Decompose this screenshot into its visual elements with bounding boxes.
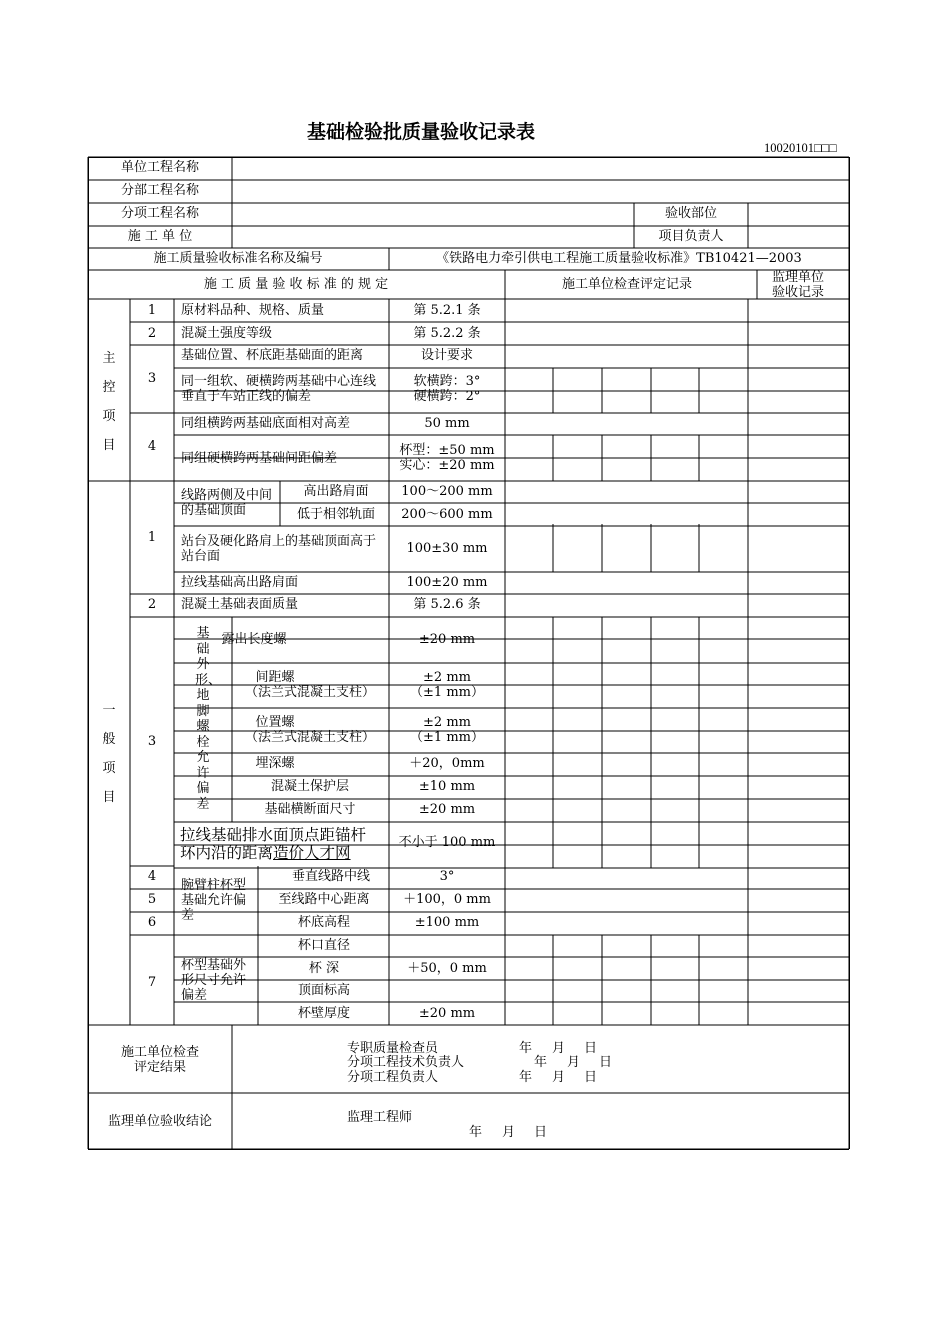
construction-check-label-line1: 施工单位检查 [120,1045,200,1060]
main-item-4-no: 4 [147,439,157,454]
general-item-3-spacing-sub: （法兰式混凝土支柱） [244,685,376,700]
general-item-3-drain-text: 环内沿的距离 [180,844,274,862]
general-item-3-drain-line1: 拉线基础排水面顶点距锚杆 [180,826,367,844]
construction-unit-label: 施 工 单 位 [127,229,193,244]
general-item-1-guy-std: 100±20 mm [406,575,488,590]
tech-date-month: 月 [567,1055,581,1070]
supervision-date-day: 日 [534,1125,548,1140]
general-item-3-spacing-std: ±2 mm [423,670,471,685]
general-item-3-no: 3 [147,734,157,749]
general-item-7-group: 杯型基础外形尺寸允许偏差 [181,958,247,1003]
supervision-header-line2: 验收记录 [771,285,825,300]
main-item-3b-standard-soft: 软横跨：3° [413,374,481,389]
division-project-name-label: 分部工程名称 [120,183,200,198]
main-item-2-text: 混凝土强度等级 [181,326,273,341]
supervision-date-month: 月 [502,1125,516,1140]
main-item-2-standard: 第 5.2.2 条 [413,326,481,341]
general-item-6-text: 杯底高程 [297,915,351,930]
main-item-3b-text: 同一组软、硬横跨两基础中心连线垂直于车站正线的偏差 [181,374,377,404]
subitem-leader-label: 分项工程负责人 [347,1070,439,1085]
main-item-4-text: 同组横跨两基础底面相对高差 [181,416,351,431]
supervision-engineer-label: 监理工程师 [347,1110,413,1125]
general-item-1-no: 1 [147,530,157,545]
general-item-4-std: 3° [439,869,455,884]
tech-date-year: 年 [534,1055,548,1070]
general-item-5-no: 5 [147,892,157,907]
general-item-7-wall: 杯壁厚度 [297,1006,351,1021]
general-item-6-std: ±100 mm [414,915,480,930]
general-item-3-embed-std: ＋20，0mm [409,756,485,771]
leader-date-day: 日 [584,1070,598,1085]
leader-date-year: 年 [519,1070,533,1085]
general-item-7-shared-std: ＋50，0 mm [407,961,487,976]
standard-name-value: 《铁路电力牵引供电工程施工质量验收标准》TB10421—2003 [436,251,802,266]
standard-name-label: 施工质量验收标准名称及编号 [153,251,323,266]
general-items-label: 一般项目 [102,703,116,805]
supervision-header-line1: 监理单位 [771,270,825,285]
main-item-3-no: 3 [147,371,157,386]
general-item-7-depth: 杯 深 [308,961,340,976]
general-item-3-cover-std: ±10 mm [418,779,476,794]
general-item-2-text: 混凝土基础表面质量 [181,597,299,612]
main-item-4b-standard-solid: 实心：±20 mm [399,458,495,473]
tech-date-day: 日 [599,1055,613,1070]
general-item-1-guy: 拉线基础高出路肩面 [181,575,299,590]
main-item-3-standard: 设计要求 [420,348,474,363]
qc-date-year: 年 [519,1041,533,1056]
general-item-5-std: ＋100，0 mm [403,892,491,907]
general-item-1-std-a: 100～200 mm [401,484,493,499]
main-item-1-no: 1 [147,303,157,318]
general-item-3-position-std2: （±1 mm） [410,730,484,745]
main-item-4b-standard-cup: 杯型：±50 mm [399,443,495,458]
general-item-3-spacing: 间距螺 [255,670,295,685]
general-item-3-section-std: ±20 mm [418,802,476,817]
main-item-4b-text: 同组硬横跨两基础间距偏差 [181,451,338,466]
page-title: 基础检验批质量验收记录表 [306,121,535,143]
inspection-record-header: 施工单位检查评定记录 [561,277,693,292]
general-item-3-embed: 埋深螺 [255,756,295,771]
general-item-1-sub-a: 高出路肩面 [303,484,369,499]
main-item-3-text: 基础位置、杯底距基础面的距离 [181,348,364,363]
tech-leader-label: 分项工程技术负责人 [347,1055,465,1070]
acceptance-part-label: 验收部位 [664,206,718,221]
general-item-3-drain-std: 不小于 100 mm [398,835,496,850]
general-item-7-top: 顶面标高 [297,983,351,998]
qc-inspector-label: 专职质量检查员 [347,1041,439,1056]
main-item-2-no: 2 [147,326,157,341]
general-item-3-drain-line2 [180,844,351,862]
general-item-3-position: 位置螺 [255,715,295,730]
qc-date-day: 日 [584,1041,598,1056]
document-code: 10020101□□□ [764,141,837,155]
general-item-5-text: 至线路中心距离 [278,892,370,907]
general-item-3-section: 基础横断面尺寸 [264,802,356,817]
supervision-date-year: 年 [469,1125,483,1140]
main-item-4-standard: 50 mm [424,416,470,431]
general-item-1-platform: 站台及硬化路肩上的基础顶面高于站台面 [181,534,377,564]
general-item-3-position-sub: （法兰式混凝土支柱） [244,730,376,745]
general-item-3-exposed: 露出长度螺 [221,632,287,647]
general-item-6-no: 6 [147,915,157,930]
leader-date-month: 月 [552,1070,566,1085]
general-item-2-standard: 第 5.2.6 条 [413,597,481,612]
general-item-3-spacing-std2: （±1 mm） [410,685,484,700]
main-item-1-standard: 第 5.2.1 条 [413,303,481,318]
general-item-1-std-b: 200～600 mm [401,507,493,522]
general-item-2-no: 2 [147,597,157,612]
general-items-456-group: 腕臂柱杯型基础允许偏差 [181,878,247,923]
general-item-7-diameter: 杯口直径 [297,938,351,953]
general-item-1-sub-b: 低于相邻轨面 [296,507,376,522]
supervision-conclusion-label: 监理单位验收结论 [107,1114,213,1129]
general-item-1-group: 线路两侧及中间的基础顶面 [181,488,273,518]
qc-date-month: 月 [552,1041,566,1056]
general-item-4-text: 垂直线路中线 [291,869,371,884]
standard-rules-header: 施 工 质 量 验 收 标 准 的 规 定 [203,277,389,292]
general-item-4-no: 4 [147,869,157,884]
general-item-7-no: 7 [147,975,157,990]
main-items-label: 主控项目 [102,351,116,453]
subitem-project-name-label: 分项工程名称 [120,206,200,221]
general-item-7-wall-std: ±20 mm [418,1006,476,1021]
general-item-3-exposed-std: ±20 mm [418,632,476,647]
watermark-text: 造价人才网 [273,844,351,862]
unit-project-name-label: 单位工程名称 [120,160,200,175]
construction-check-label-line2: 评定结果 [133,1060,187,1075]
project-manager-label: 项目负责人 [658,229,724,244]
general-item-3-group: 基础外形、地脚螺栓允许偏差 [195,626,222,812]
general-item-3-cover: 混凝土保护层 [270,779,350,794]
general-item-3-position-std: ±2 mm [423,715,471,730]
general-item-1-platform-std: 100±30 mm [406,541,488,556]
main-item-3b-standard-hard: 硬横跨：2° [413,389,481,404]
main-item-1-text: 原材料品种、规格、质量 [181,303,325,318]
